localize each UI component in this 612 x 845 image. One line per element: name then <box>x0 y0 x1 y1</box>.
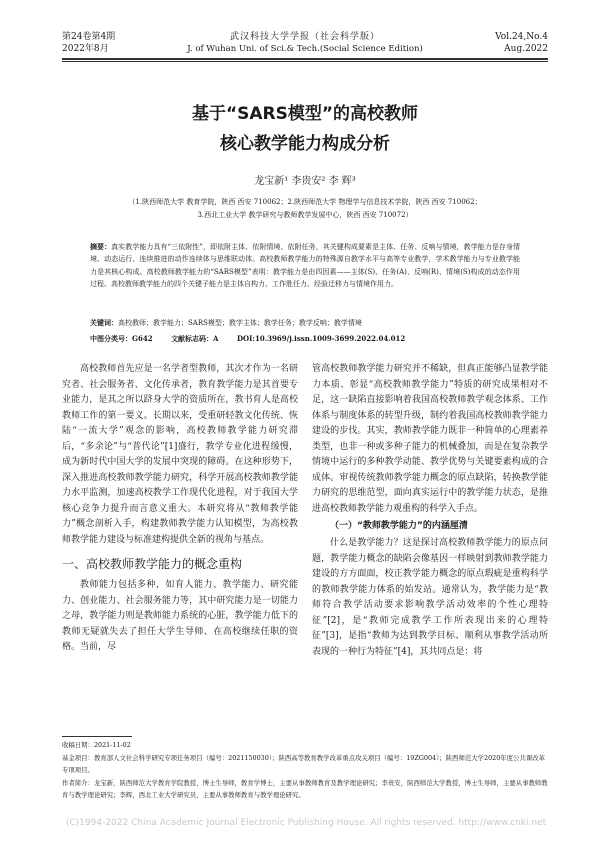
header-volume-en: Vol.24,No.4 <box>495 32 548 42</box>
footnote-authors: 作者简介：龙宝新，陕西师范大学教育学院教授，博士生导师，教育学博士，主要从事教师教育及教学理论研究；李贵安，陕西师范大学教授，博士生导师，主要从事教师教育与教学理论研究；李辉，西北工业大学研究员，主要从事教师教育与教学理论研究。 <box>62 779 548 799</box>
section-heading-1: 一、高校教师教学能力的概念重构 <box>62 557 243 571</box>
header-date-cn: 2022年8月 <box>62 44 109 54</box>
paper-authors: 龙宝新¹ 李贵安² 李 辉³ <box>254 176 356 187</box>
keywords-block <box>90 317 520 329</box>
right-column <box>312 362 548 660</box>
right-paragraph-continued: 管高校教师教学能力研究并不稀缺，但真正能够凸显教学能力本质、彰显“高校教师教学能力”特质的研究成果相对不足，这一缺陷直接影响着我国高校教师教学观念体系、工作体系与制度体系的转型升级，制约着我国高校教师教学能力建设的步伐。其实，教师教学能力既非一种简单的心理素养类型，也非一种或多种子能力的机械叠加，而是在复杂教学情境中运行的多种教学动能、教学优势与关键要素构成的合成体。审视传统教师教学能力概念的原点缺陷，转换教学能力研究的思维范型，面向真实运行中的教学能力状态，是推进高校教师教学能力观重构的科学入手点。 <box>312 364 548 514</box>
paper-title-line2: 核心教学能力构成分析 <box>220 134 390 154</box>
keywords-label: 关键词： <box>90 318 118 327</box>
document-code: 文献标志码：A <box>171 334 219 343</box>
abstract-block <box>90 241 520 290</box>
abstract-label: 摘要： <box>90 242 112 251</box>
classification-block <box>90 333 520 345</box>
cnki-watermark: (C)1994-2022 China Academic Journal Electronic Publishing House. All rights reserved. http://www.cnki.net <box>65 818 547 828</box>
footnote-funding: 基金项目：教育部人文社会科学研究专项任务项目（编号：2021150030）；陕西高等教育教学改革重点攻关项目（编号：19ZG004）；陕西师范大学2020年度公共课改革专项项目。 <box>62 754 546 774</box>
subsection-heading-1: （一）“教师教学能力”的内涵厘清 <box>330 521 468 531</box>
subsection1-paragraph: 什么是教学能力？这是探讨高校教师教学能力的原点问题，教学能力概念的缺陷会像基因一样映射到教师教学能力建设的方方面面，校正教学能力概念的原点瑕疵是重构科学的教师教学能力体系的始发站。通常认为，教学能力是“教师符合教学活动要求影响教学活动效率的个性心理特征”[2]，是“教师完成教学工作所表现出来的心理特征”[3]，是指“教师为达到教学目标、顺利从事教学活动所表现的一种行为特征”[4]，其共同点是：将 <box>312 538 548 657</box>
footnote-rule <box>62 736 132 737</box>
footnote-received: 收稿日期：2021-11-02 <box>62 741 131 749</box>
paper-title-line1: 基于“SARS模型”的高校教师 <box>191 104 419 124</box>
section1-paragraph: 教师能力包括多种，如育人能力、教学能力、研究能力、创业能力、社会服务能力等，其中研究能力是一切能力之母，教学能力则是教师能力系统的心脏，教学能力低下的教师无疑就失去了担任大学生导师、在高校继续任职的资格。当前，尽 <box>62 580 298 652</box>
doi: DOI:10.3969/j.issn.1009-3699.2022.04.012 <box>236 334 406 343</box>
header-volume-cn: 第24卷第4期 <box>62 32 116 42</box>
header-journal-cn: 武汉科技大学学报（社会科学版） <box>229 32 380 42</box>
left-column <box>62 362 298 656</box>
clc-number: 中图分类号：G642 <box>90 334 153 343</box>
affiliation-line2: 3.西北工业大学 教学研究与教师教学发展中心，陕西 西安 710072） <box>197 211 413 219</box>
header-rule-top <box>62 58 548 60</box>
intro-paragraph: 高校教师首先应是一名学者型教师，其次才作为一名研究者、社会服务者、文化传承者，教育教学能力是其首要专业能力，是其之所以跻身大学的资质所在，教书育人是高校教师工作的第一要义。长期以来，受重研轻教文化传统、恢陆“一流大学”观念的影响，高校教师教学能力研究滞后，“多余论”与“普代论”[1]盛行，教学专业化进程缓慢，成为新时代中国大学的发展中突现的障碍。在这种形势下，深入推进高校教师教学能力研究，科学开展高校教师教学能力水平监测，加速高校教学工作现代化进程，对于我国大学核心竞争力提升而言意义重大。本研究将从“教师教学能力”概念剖析入手，构建教师教学能力认知模型，为高校教师教学能力建设与标准建构提供全新的视角与基点。 <box>62 364 298 545</box>
abstract-text: 真实教学能力具有“三依附性”，即依附主体、依附情境、依附任务，其关键构成要素是主体、任务、反响与情境，教学能力是存身情境、动态运行、连续推进的动作连续体与思维联动体。高校教师教学能力的特殊源自教学水平与高等专业教学，学术教学能力与专业教学能力是其核心构成。高校教师教学能力的“SARS模型”表明：教学能力是由四因素——主体(S)、任务(A)、反响(R)、情境(S)构成的动态作用过程。高校教师教学能力的四个关键子能力是主体自构力、工作胜任力、经验迁移力与情境作用力。 <box>90 243 520 288</box>
keywords-text: 高校教师；教学能力；SARS模型；教学主体；教学任务；教学反响；教学情境 <box>118 319 362 327</box>
affiliation-line1: （1.陕西师范大学 教育学院，陕西 西安 710062；2.陕西师范大学 物理学与信息技术学院，陕西 西安 710062； <box>128 198 482 206</box>
header-date-en: Aug.2022 <box>504 44 548 54</box>
header-rule-bottom <box>62 61 548 62</box>
header-journal-en: J. of Wuhan Uni. of Sci.& Tech.(Social Science Edition) <box>187 44 423 54</box>
